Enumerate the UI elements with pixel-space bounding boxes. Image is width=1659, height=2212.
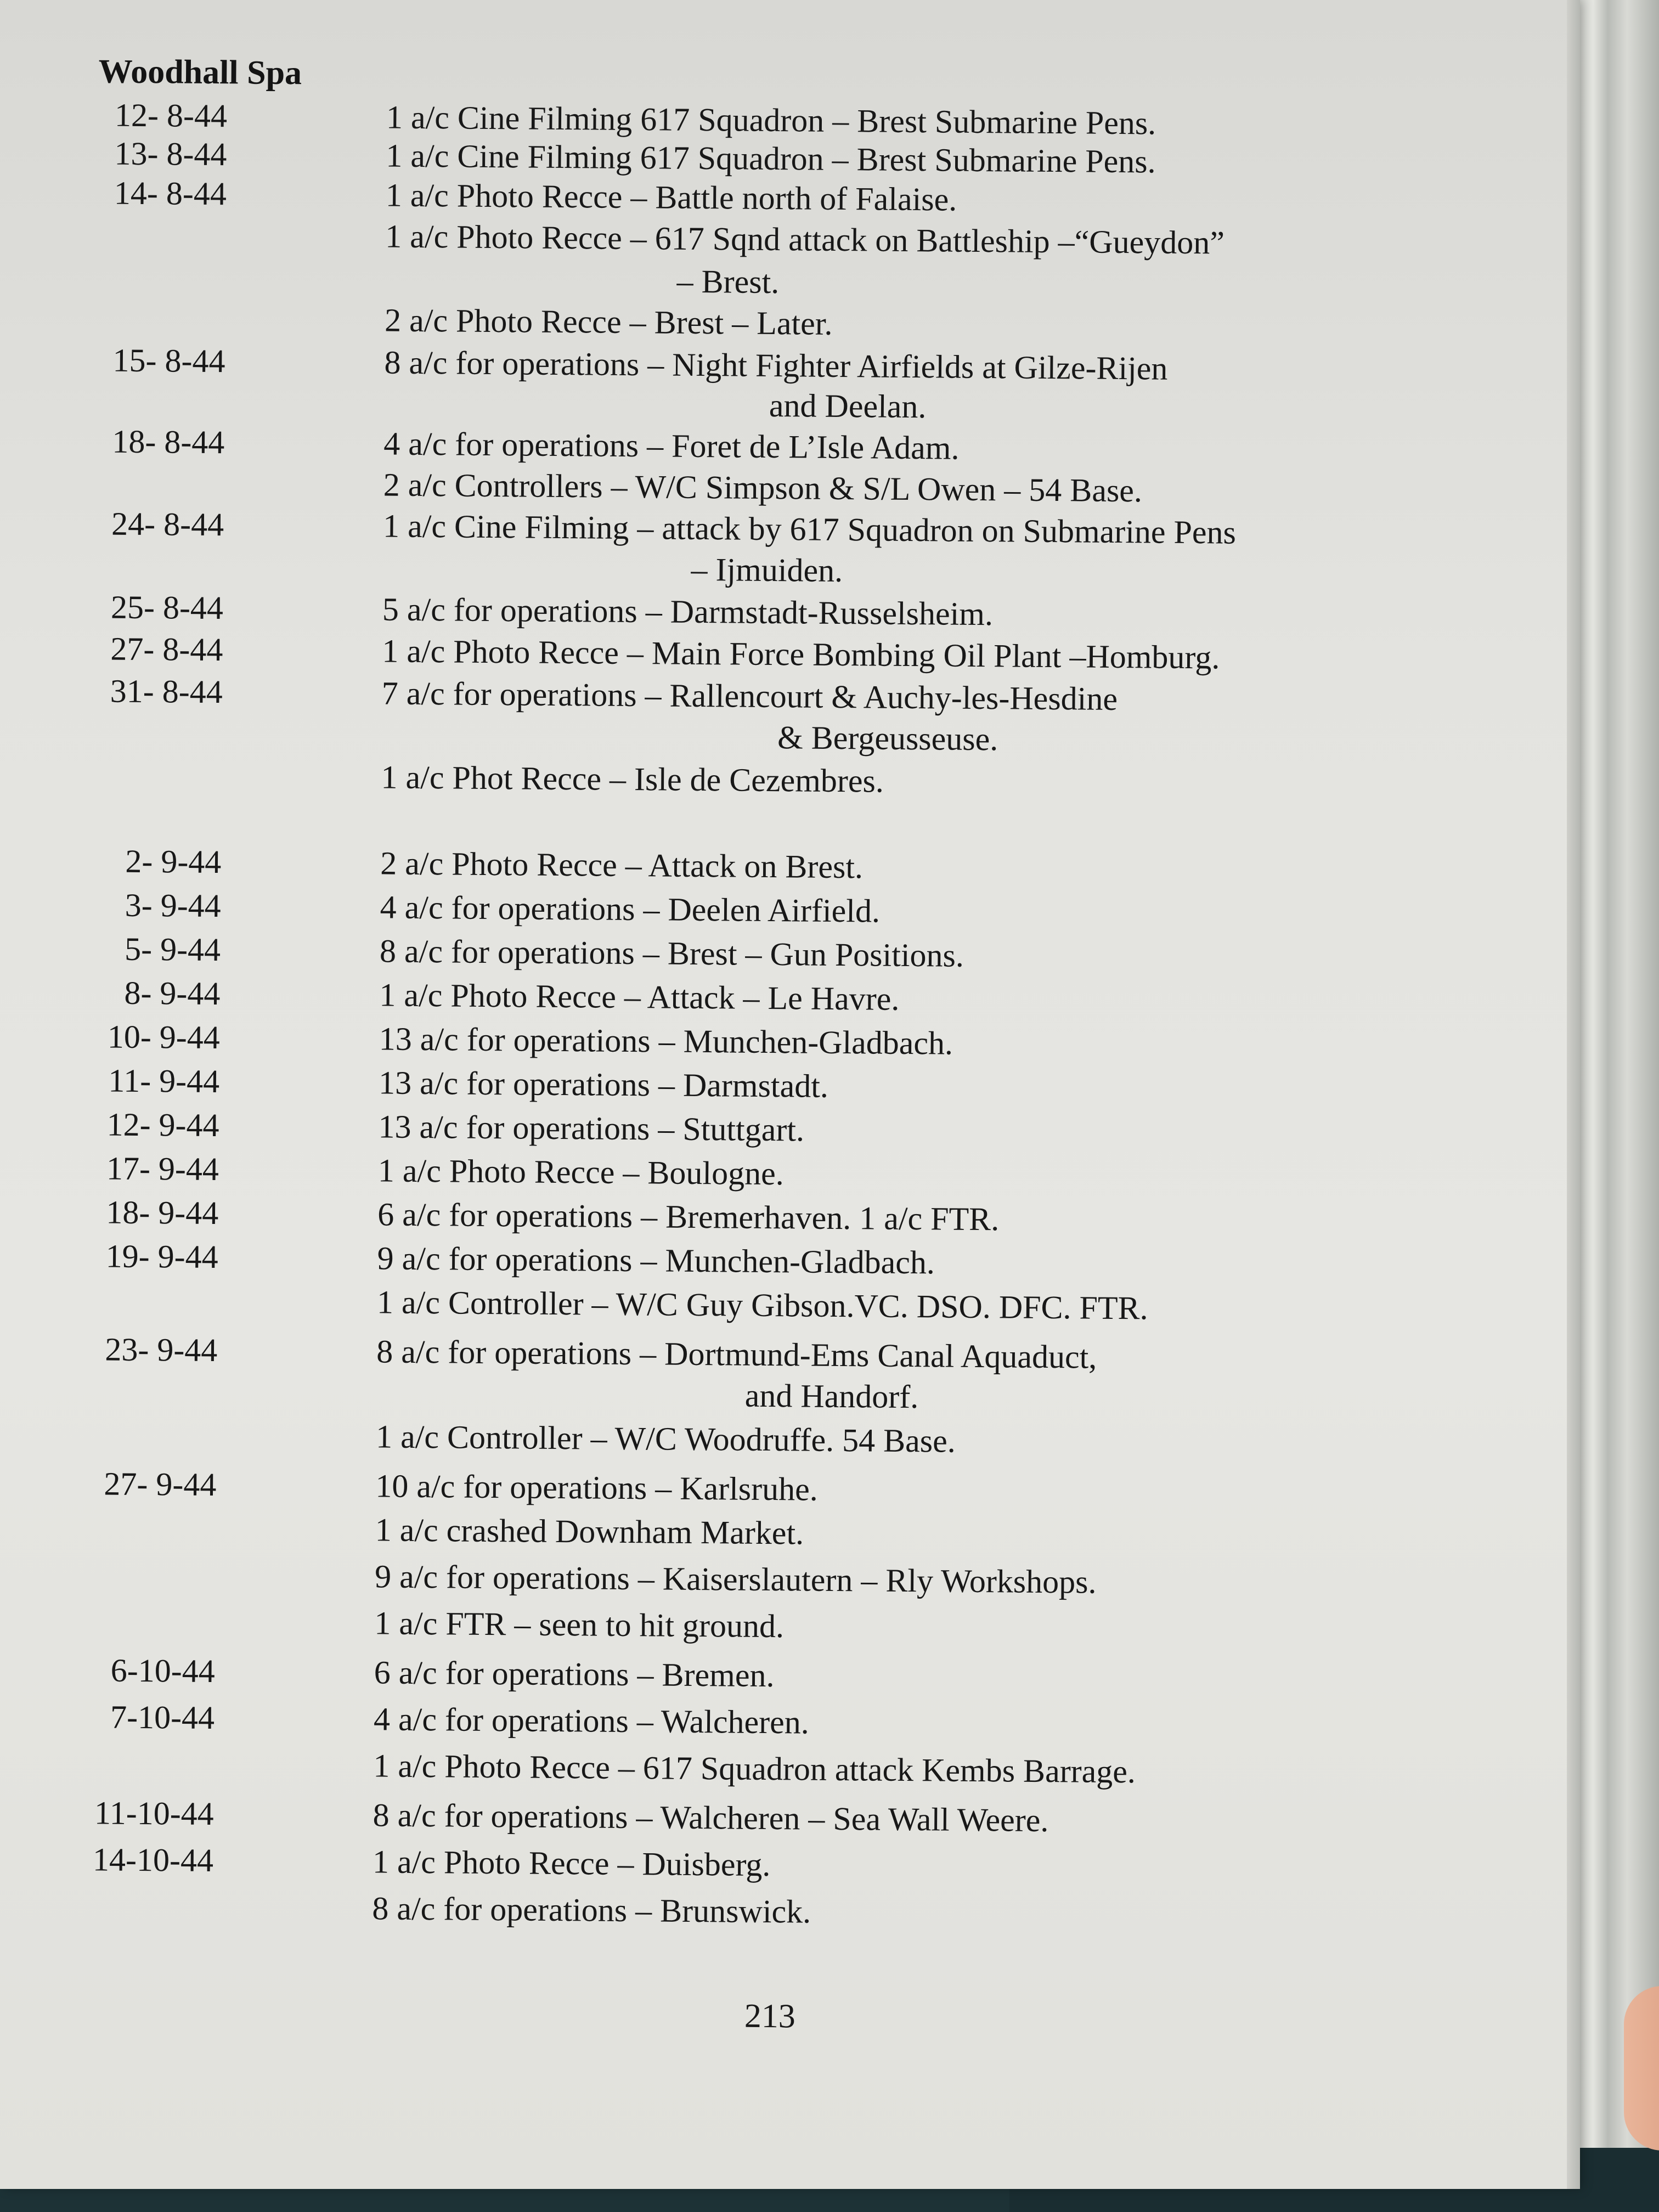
- entry-text: 6 a/c for operations – Bremerhaven. 1 a/c FTR.: [377, 1196, 1000, 1238]
- list-item: [0, 1017, 953, 1062]
- entry-date: 19- 9-44: [105, 1238, 218, 1276]
- thumb: [1624, 1986, 1659, 2151]
- entry-date: [3, 755, 222, 757]
- entry-date: 14-10-44: [92, 1841, 214, 1879]
- entry-text: 2 a/c Controllers – W/C Simpson & S/L Owen – 54 Base.: [383, 466, 1143, 509]
- entry-date: 18- 8-44: [112, 423, 225, 461]
- entry-text: 1 a/c crashed Downham Market.: [375, 1511, 804, 1551]
- entry-date: 17- 9-44: [106, 1150, 219, 1188]
- entry-text: 9 a/c for operations – Kaiserslautern – Rly Workshops.: [374, 1558, 1097, 1600]
- entry-text: 10 a/c for operations – Karlsruhe.: [375, 1468, 819, 1508]
- entry-date: 11- 9-44: [108, 1062, 220, 1100]
- entry-text: & Bergeusseuse.: [777, 719, 998, 758]
- entry-text: 6 a/c for operations – Bremen.: [374, 1654, 775, 1694]
- entry-text: 1 a/c Photo Recce – Attack – Le Havre.: [379, 977, 900, 1017]
- entry-date: [5, 381, 225, 382]
- list-item: [1, 929, 964, 974]
- entry-text: 8 a/c for operations – Brunswick.: [372, 1890, 811, 1930]
- page-heading: Woodhall Spa: [98, 53, 302, 92]
- list-item: [7, 134, 1156, 180]
- list-item: [4, 463, 1143, 509]
- list-item: [7, 173, 957, 218]
- entry-date: 12- 8-44: [114, 97, 228, 134]
- entry-text: 1 a/c Photo Recce – Main Force Bombing Oil Plant –Homburg.: [382, 633, 1220, 676]
- entry-text: 8 a/c for operations – Walcheren – Sea Wall Weere.: [373, 1797, 1049, 1839]
- list-item: [5, 341, 1168, 387]
- entry-date: [0, 1280, 218, 1282]
- entry-text: 8 a/c for operations – Dortmund-Ems Canal Aquaduct,: [376, 1333, 1097, 1375]
- entry-date: 7-10-44: [110, 1699, 215, 1736]
- entry-text: 9 a/c for operations – Munchen-Gladbach.: [377, 1240, 935, 1281]
- entry-date: 24- 8-44: [111, 505, 224, 543]
- entry-date: [0, 1508, 216, 1510]
- entry-date: [0, 1744, 215, 1746]
- entry-text: 1 a/c FTR – seen to hit ground.: [374, 1605, 785, 1645]
- entry-text: 1 a/c Photo Recce – Duisberg.: [372, 1843, 771, 1883]
- entry-text: 1 a/c Photo Recce – 617 Sqnd attack on Battleship –“Gueydon”: [385, 218, 1225, 261]
- entry-text: 1 a/c Controller – W/C Guy Gibson.VC. DSO. DFC. FTR.: [376, 1284, 1148, 1327]
- entry-date: [0, 1371, 217, 1373]
- entry-date: [7, 215, 227, 216]
- entry-date: 6-10-44: [110, 1652, 216, 1690]
- list-item: [1, 885, 881, 929]
- entry-text: 7 a/c for operations – Rallencourt & Auchy-les-Hesdine: [381, 675, 1118, 717]
- entry-date: [0, 1887, 213, 1888]
- entry-text: 13 a/c for operations – Stuttgart.: [378, 1108, 805, 1148]
- entry-text: 4 a/c for operations – Walcheren.: [373, 1701, 810, 1741]
- entry-text: 4 a/c for operations – Deelen Airfield.: [380, 889, 881, 929]
- entry-date: 23- 9-44: [105, 1331, 218, 1369]
- entry-date: 25- 8-44: [110, 589, 224, 627]
- list-item: [4, 504, 1237, 551]
- entry-date: [0, 1555, 216, 1556]
- entry-date: 10- 9-44: [107, 1018, 221, 1056]
- entry-text: and Deelan.: [769, 387, 927, 425]
- entry-text: – Brest.: [676, 263, 780, 301]
- entry-text: 1 a/c Cine Filming 617 Squadron – Brest Submarine Pens.: [386, 99, 1156, 142]
- entry-text: 8 a/c for operations – Brest – Gun Positions.: [379, 933, 964, 974]
- entry-text: 5 a/c for operations – Darmstadt-Russelsheim.: [382, 591, 994, 633]
- entry-date: 27- 8-44: [110, 630, 223, 668]
- list-item: [6, 298, 833, 342]
- entry-text: 1 a/c Phot Recce – Isle de Cezembres.: [381, 759, 884, 799]
- list-item: [2, 755, 884, 799]
- entry-text: – Ijmuiden.: [691, 551, 843, 589]
- entry-text: 1 a/c Cine Filming – attack by 617 Squadron on Submarine Pens: [382, 507, 1237, 551]
- entry-date: [0, 1601, 216, 1603]
- entry-date: 11-10-44: [94, 1795, 214, 1832]
- entry-text: 4 a/c for operations – Foret de L’Isle Adam.: [383, 425, 960, 466]
- entry-date: [0, 1415, 217, 1417]
- entry-date: 8- 9-44: [124, 974, 221, 1012]
- entry-date: [4, 545, 224, 547]
- entry-text: 1 a/c Controller – W/C Woodruffe. 54 Base.: [375, 1418, 956, 1459]
- entry-date: 18- 9-44: [106, 1194, 219, 1232]
- entry-date: [7, 257, 226, 259]
- entry-date: 12- 9-44: [106, 1106, 219, 1144]
- entry-date: 3- 9-44: [125, 887, 221, 924]
- entry-text: and Handorf.: [744, 1377, 919, 1415]
- list-item: [3, 629, 1220, 676]
- page-number: 213: [744, 1997, 796, 2035]
- entry-date: 14- 8-44: [114, 174, 227, 212]
- entry-date: 27- 9-44: [104, 1465, 217, 1503]
- entry-text: 2 a/c Photo Recce – Brest – Later.: [384, 302, 833, 342]
- entry-text: 2 a/c Photo Recce – Attack on Brest.: [380, 845, 864, 885]
- entry-date: 31- 8-44: [110, 673, 223, 710]
- entry-text: 13 a/c for operations – Munchen-Gladbach.: [379, 1020, 953, 1062]
- list-item: [6, 257, 780, 301]
- entry-date: 15- 8-44: [112, 342, 225, 380]
- entry-date: [6, 298, 225, 300]
- entry-date: [3, 713, 222, 714]
- list-item: [5, 381, 927, 425]
- entry-text: 1 a/c Photo Recce – Battle north of Falaise.: [385, 177, 957, 218]
- entry-text: 1 a/c Photo Recce – Boulogne.: [377, 1152, 785, 1192]
- entry-date: 5- 9-44: [124, 930, 221, 968]
- entry-date: 13- 8-44: [114, 135, 227, 173]
- entry-date: [5, 463, 224, 465]
- entry-date: 2- 9-44: [125, 843, 222, 881]
- entry-text: 1 a/c Photo Recce – 617 Squadron attack Kembs Barrage.: [373, 1747, 1136, 1790]
- entry-text: 1 a/c Cine Filming 617 Squadron – Brest Submarine Pens.: [386, 137, 1156, 180]
- entry-text: 8 a/c for operations – Night Fighter Airfields at Gilze-Rijen: [384, 344, 1168, 387]
- entry-text: 13 a/c for operations – Darmstadt.: [378, 1064, 829, 1104]
